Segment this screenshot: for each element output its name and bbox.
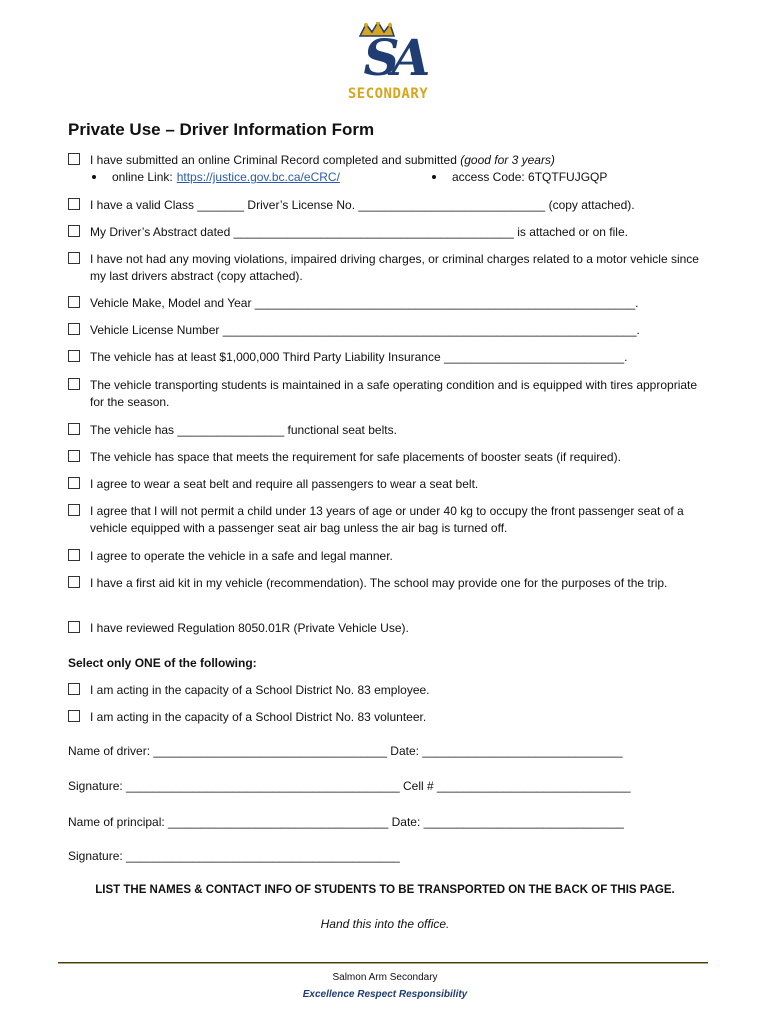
item-text: Vehicle License Number ______________________________________________________________. [90, 323, 640, 337]
item-text: My Driver’s Abstract dated __________________________________________ is attached or on file. [90, 225, 628, 239]
item-text: I am acting in the capacity of a School District No. 83 employee. [90, 683, 430, 697]
checkbox[interactable] [68, 477, 80, 489]
footer-motto: Excellence Respect Responsibility [302, 989, 468, 1000]
checkbox[interactable] [68, 198, 80, 210]
checklist-item-abstract [68, 224, 708, 241]
checklist-item-violations [68, 251, 708, 285]
logo-wordmark: SECONDARY [347, 86, 429, 102]
checkbox[interactable] [68, 450, 80, 462]
checkbox[interactable] [68, 296, 80, 308]
item-text: The vehicle has at least $1,000,000 Third Party Liability Insurance ___________________________. [90, 350, 628, 364]
item-text: Vehicle Make, Model and Year _________________________________________________________. [90, 296, 639, 310]
driver-name-date-field[interactable]: Name of driver: ___________________________________ Date: ______________________________ [68, 744, 623, 758]
item-text: I have a valid Class _______ Driver’s License No. ____________________________ (copy attached). [90, 198, 635, 212]
checklist-item-criminal-record [68, 152, 708, 169]
checklist-item-seat-belts [68, 422, 708, 439]
bullet-online-link [92, 170, 340, 184]
checklist-item-license-number [68, 322, 708, 339]
form-title: Private Use – Driver Information Form [68, 120, 375, 139]
item-text: I have submitted an online Criminal Record completed and submitted [90, 153, 457, 167]
checklist-item-airbag [68, 503, 708, 537]
item-text: The vehicle has space that meets the requirement for safe placements of booster seats (if required). [90, 450, 621, 464]
checklist-item-first-aid [68, 575, 708, 592]
checkbox[interactable] [68, 350, 80, 362]
item-text: I agree to wear a seat belt and require all passengers to wear a seat belt. [90, 477, 479, 491]
checkbox[interactable] [68, 153, 80, 165]
checklist-item-wear-belt [68, 476, 708, 493]
item-text: I have reviewed Regulation 8050.01R (Private Vehicle Use). [90, 621, 409, 635]
signature-cell-field[interactable]: Signature: _________________________________________ Cell # _____________________________ [68, 779, 631, 793]
item-note: (good for 3 years) [460, 153, 555, 167]
checkbox[interactable] [68, 225, 80, 237]
option-employee [68, 682, 708, 699]
principal-name-date-field[interactable]: Name of principal: _________________________________ Date: ______________________________ [68, 815, 624, 829]
checkbox[interactable] [68, 576, 80, 588]
checkbox[interactable] [68, 504, 80, 516]
item-text: I agree to operate the vehicle in a safe and legal manner. [90, 549, 393, 563]
footer-divider [58, 962, 708, 964]
checklist-item-license [68, 197, 708, 214]
checkbox[interactable] [68, 423, 80, 435]
checklist-item-insurance [68, 349, 708, 366]
checklist-item-safe-operation [68, 548, 708, 565]
checklist-item-condition [68, 377, 708, 411]
checkbox[interactable] [68, 378, 80, 390]
item-text: I have not had any moving violations, impaired driving charges, or criminal charges related to a motor vehicle since my last drivers abstract (copy attached). [90, 252, 699, 283]
checklist-item-regulation [68, 620, 708, 637]
instruction-text: LIST THE NAMES & CONTACT INFO OF STUDENTS TO BE TRANSPORTED ON THE BACK OF THIS PAGE. [95, 884, 675, 896]
checkbox[interactable] [68, 710, 80, 722]
item-text: The vehicle has ________________ functional seat belts. [90, 423, 397, 437]
item-text: The vehicle transporting students is maintained in a safe operating condition and is equipped with tires appropriate for the season. [90, 378, 698, 409]
item-text: I am acting in the capacity of a School District No. 83 volunteer. [90, 710, 427, 724]
checkbox[interactable] [68, 252, 80, 264]
item-text: I agree that I will not permit a child under 13 years of age or under 40 kg to occupy the front passenger seat of a vehicle equipped with a passenger seat air bag unless the air bag is turned off. [90, 504, 684, 535]
item-text: I have a first aid kit in my vehicle (recommendation). The school may provide one for the purposes of the trip. [90, 576, 668, 590]
option-volunteer [68, 709, 708, 726]
checkbox[interactable] [68, 621, 80, 633]
checklist-item-vehicle-make [68, 295, 708, 312]
select-heading: Select only ONE of the following: [68, 656, 257, 670]
footer-school-name: Salmon Arm Secondary [332, 972, 438, 983]
checkbox[interactable] [68, 549, 80, 561]
checkbox[interactable] [68, 683, 80, 695]
principal-signature-field[interactable]: Signature: _________________________________________ [68, 849, 400, 863]
checklist-item-booster [68, 449, 708, 466]
crc-link[interactable]: https://justice.gov.bc.ca/eCRC/ [176, 170, 340, 184]
logo-letters: SA [363, 28, 423, 87]
bullet-label: online Link: [112, 170, 173, 184]
hand-in-note: Hand this into the office. [320, 917, 450, 931]
checkbox[interactable] [68, 323, 80, 335]
bullet-access-code [432, 170, 607, 184]
bullet-text: access Code: 6TQTFUJGQP [452, 170, 608, 184]
